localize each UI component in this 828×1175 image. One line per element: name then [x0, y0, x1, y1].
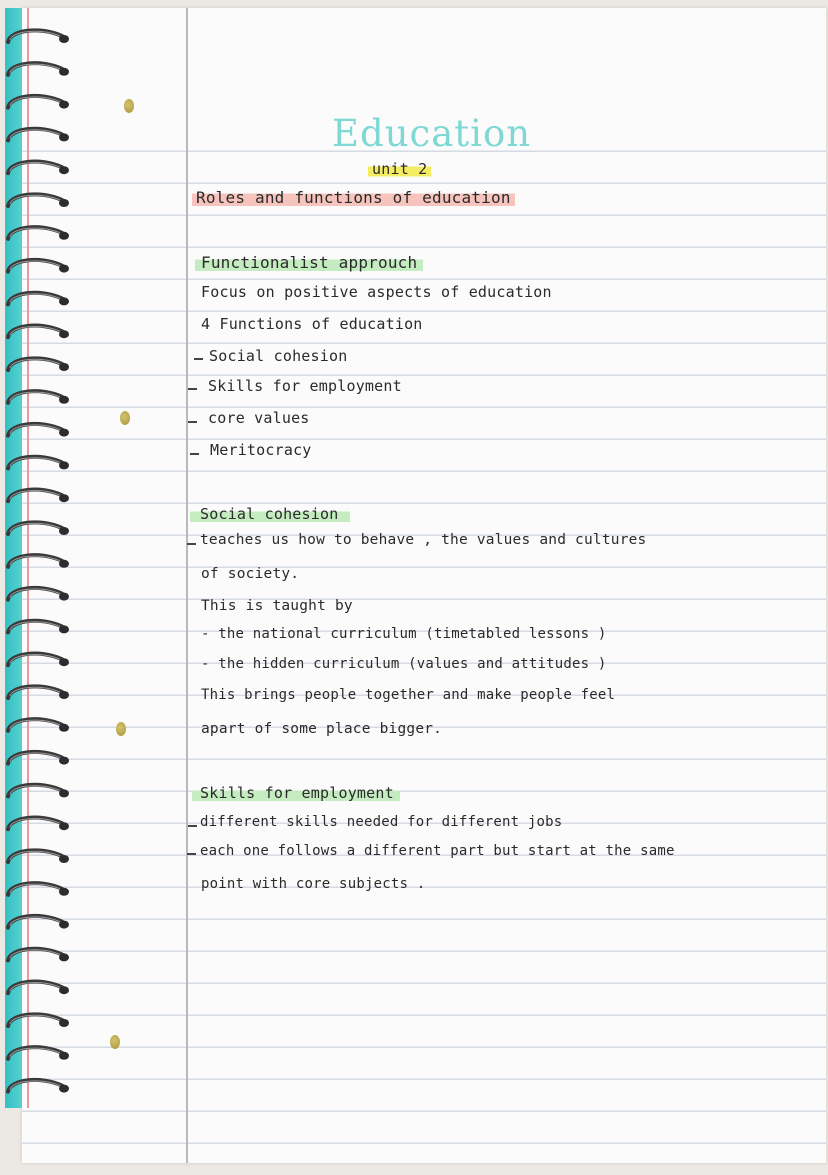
spiral-coil — [8, 424, 69, 437]
page-title: Education — [332, 112, 532, 155]
unit-text: unit 2 — [368, 160, 431, 178]
social-cohesion-line: teaches us how to behave , the values and cultures — [200, 532, 647, 548]
functionalist-heading-text: Functionalist approuch — [195, 253, 423, 272]
skills-line: different skills needed for different jobs — [200, 814, 563, 830]
unit-label — [368, 160, 431, 178]
spiral-coil — [8, 949, 69, 962]
spiral-coil — [8, 358, 69, 371]
spiral-coil — [8, 555, 69, 568]
bullet-dash — [190, 453, 199, 455]
spiral-coil — [8, 1014, 69, 1027]
spiral-binding — [0, 0, 80, 1171]
social-cohesion-line: apart of some place bigger. — [201, 721, 443, 737]
spiral-coil — [8, 818, 69, 831]
function-item: Meritocracy — [210, 441, 312, 459]
spiral-coil — [8, 588, 69, 601]
spiral-coil — [8, 490, 69, 503]
spiral-coil — [8, 391, 69, 404]
social-cohesion-line: This brings people together and make people feel — [201, 687, 616, 703]
spiral-coil — [8, 785, 69, 798]
spiral-coil — [8, 194, 69, 207]
topic-text: Roles and functions of education — [192, 188, 515, 207]
bullet-dash — [194, 358, 203, 360]
social-cohesion-line: - the national curriculum (timetabled lessons ) — [201, 626, 607, 642]
spiral-coil — [8, 326, 69, 339]
bullet-dash — [188, 388, 197, 390]
social-cohesion-heading-text: Social cohesion — [190, 505, 350, 523]
spiral-coil — [8, 621, 69, 634]
spiral-coil — [8, 293, 69, 306]
spiral-coil — [8, 1047, 69, 1060]
spiral-coil — [8, 982, 69, 995]
punch-hole — [124, 99, 134, 113]
bullet-dash — [188, 421, 197, 423]
spiral-coil — [8, 30, 69, 43]
spiral-coil — [8, 654, 69, 667]
social-cohesion-line: This is taught by — [201, 598, 353, 614]
function-item: Social cohesion — [209, 347, 348, 365]
spiral-coils — [0, 0, 80, 1171]
spiral-coil — [8, 457, 69, 470]
skills-line: each one follows a different part but start at the same — [200, 843, 675, 859]
punch-hole — [120, 411, 130, 425]
punch-hole — [110, 1035, 120, 1049]
function-item: core values — [208, 409, 310, 427]
skills-heading-text: Skills for employment — [192, 784, 400, 802]
social-cohesion-heading — [190, 505, 350, 523]
spiral-coil — [8, 522, 69, 535]
social-cohesion-line: of society. — [201, 566, 300, 582]
bullet-dash — [187, 853, 196, 855]
spiral-coil — [8, 916, 69, 929]
topic-heading — [192, 188, 515, 207]
skills-line: point with core subjects . — [201, 876, 426, 892]
spiral-coil — [8, 63, 69, 76]
bullet-dash — [187, 543, 196, 545]
spiral-coil — [8, 227, 69, 240]
spiral-coil — [8, 260, 69, 273]
spiral-coil — [8, 1080, 69, 1093]
social-cohesion-line: - the hidden curriculum (values and attitudes ) — [201, 656, 607, 672]
spiral-coil — [8, 129, 69, 142]
spiral-coil — [8, 162, 69, 175]
bullet-dash — [188, 825, 197, 827]
spiral-coil — [8, 850, 69, 863]
function-item: Skills for employment — [208, 377, 402, 395]
functionalist-line: 4 Functions of education — [201, 315, 423, 333]
spiral-coil — [8, 752, 69, 765]
spiral-coil — [8, 719, 69, 732]
notebook-page — [22, 8, 826, 1163]
spiral-coil — [8, 883, 69, 896]
functionalist-heading — [195, 253, 423, 272]
spiral-coil — [8, 96, 69, 109]
functionalist-line: Focus on positive aspects of education — [201, 283, 552, 301]
skills-heading — [192, 784, 400, 802]
margin-line — [186, 8, 188, 1163]
punch-hole — [116, 722, 126, 736]
spiral-coil — [8, 686, 69, 699]
